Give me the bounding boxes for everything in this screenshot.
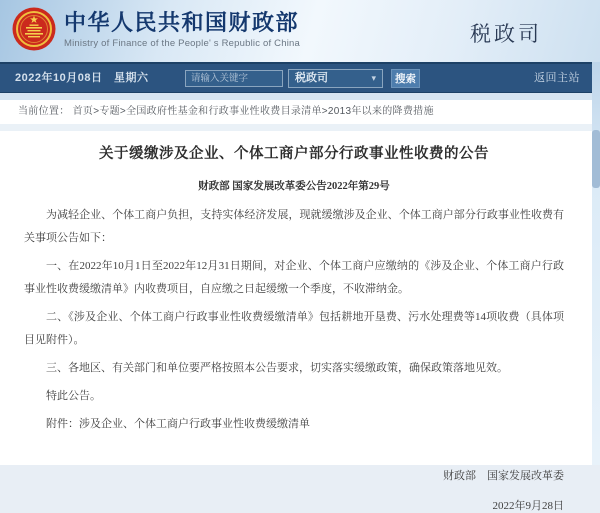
- national-emblem-icon: [12, 7, 56, 51]
- document-title: 关于缓缴涉及企业、个体工商户部分行政事业性收费的公告: [99, 146, 489, 162]
- document-number: 财政部 国家发展改革委公告2022年第29号: [198, 181, 390, 192]
- paragraph-closing: 特此公告。: [46, 390, 101, 402]
- navbar: [0, 62, 592, 93]
- search-scope-value: 税政司: [295, 72, 328, 84]
- signature: 财政部 国家发展改革委: [443, 470, 564, 482]
- announcement-document: [0, 131, 592, 513]
- signature-date: 2022年9月28日: [492, 500, 564, 512]
- section-divider: [0, 124, 592, 131]
- brand-text: [64, 10, 300, 49]
- paragraph-intro: 为减轻企业、个体工商户负担，支持实体经济发展，现就缓缴涉及企业、个体工商户部分行政事业性收费有关事项公告如下：: [24, 209, 564, 244]
- attachment-line: 附件：涉及企业、个体工商户行政事业性收费缓缴清单: [46, 418, 310, 430]
- paragraph-item-1: 一、在2022年10月1日至2022年12月31日期间，对企业、个体工商户应缴纳的《涉及企业、个体工商户行政事业性收费缓缴清单》内收费项目，自应缴之日起缓缴一个季度，不收滞纳金。: [24, 260, 564, 295]
- breadcrumb-path: 首页>专题>全国政府性基金和行政事业性收费目录清单>2013年以来的降费措施: [72, 106, 434, 117]
- scrollbar[interactable]: [592, 62, 600, 465]
- brand: [12, 7, 300, 51]
- breadcrumb: [0, 100, 592, 124]
- scrollbar-thumb[interactable]: [592, 130, 600, 188]
- breadcrumb-label: 当前位置：: [18, 106, 70, 117]
- current-date: 2022年10月08日 星期六: [15, 72, 149, 84]
- return-home-link[interactable]: 返回主站: [534, 72, 580, 84]
- paragraph-item-3: 三、各地区、有关部门和单位要严格按照本公告要求，切实落实缓缴政策，确保政策落地见效。: [46, 362, 508, 374]
- department-title: 税政司: [470, 22, 542, 46]
- site-subtitle: Ministry of Finance of the People' s Republic of China: [64, 37, 300, 49]
- chevron-down-icon: ▾: [371, 73, 376, 83]
- search-scope-select[interactable]: [288, 69, 383, 88]
- content-area: [0, 100, 592, 512]
- search-input[interactable]: [185, 70, 283, 87]
- site-title: 中华人民共和国财政部: [64, 9, 300, 35]
- paragraph-item-2: 二、《涉及企业、个体工商户行政事业性收费缓缴清单》包括耕地开垦费、污水处理费等14项收费（具体项目见附件）。: [24, 311, 564, 346]
- search-button[interactable]: 搜索: [391, 69, 420, 88]
- site-header: [0, 0, 600, 62]
